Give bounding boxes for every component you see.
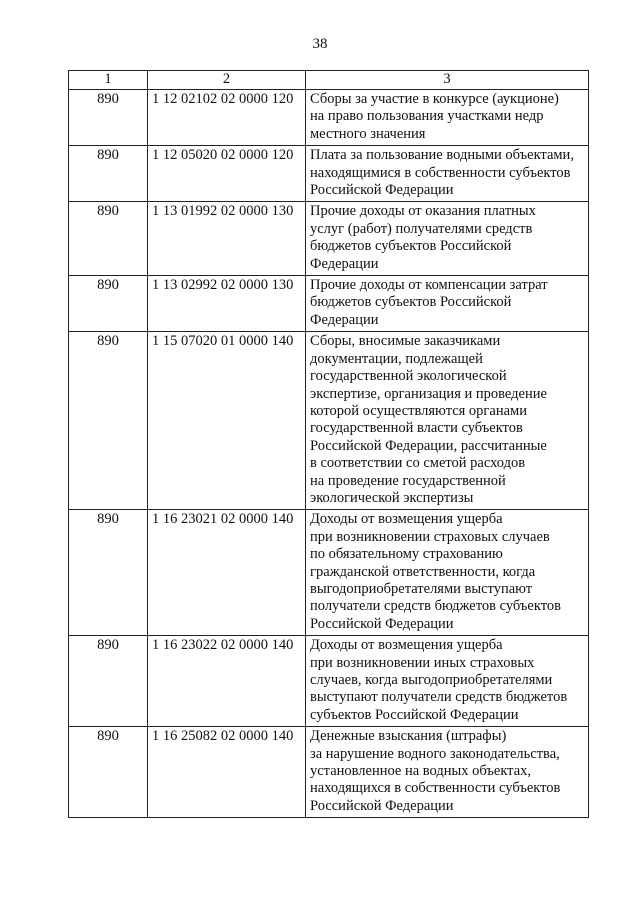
description-line: Доходы от возмещения ущерба <box>310 637 503 654</box>
description-line: Федерации <box>310 311 379 328</box>
budget-classification-code-cell: 1 12 02102 02 0000 120 <box>148 90 306 146</box>
revenue-description-cell <box>306 332 589 510</box>
description-line: в соответствии со сметой расходов <box>310 455 526 472</box>
description-line: Российской Федерации <box>310 615 454 632</box>
column-header-1: 1 <box>69 71 148 90</box>
description-line: которой осуществляются органами <box>310 402 527 419</box>
admin-code-cell: 890 <box>69 332 148 510</box>
budget-classification-code-cell: 1 15 07020 01 0000 140 <box>148 332 306 510</box>
description-line: находящихся в собственности субъектов <box>310 780 561 797</box>
description-line: гражданской ответственности, когда <box>310 563 536 580</box>
admin-code-cell: 890 <box>69 510 148 636</box>
table-row <box>69 146 589 202</box>
revenue-description-cell <box>306 727 589 818</box>
description-line: Российской Федерации <box>310 797 454 814</box>
column-header-2: 2 <box>148 71 306 90</box>
budget-classification-code-cell: 1 13 02992 02 0000 130 <box>148 276 306 332</box>
revenue-description-cell <box>306 90 589 146</box>
description-line: Сборы, вносимые заказчиками <box>310 333 501 350</box>
description-line: экологической экспертизы <box>310 489 474 506</box>
admin-code-cell: 890 <box>69 146 148 202</box>
table-row <box>69 727 589 818</box>
description-line: государственной власти субъектов <box>310 420 523 437</box>
description-line: бюджетов субъектов Российской <box>310 294 512 311</box>
budget-classification-code-cell: 1 16 25082 02 0000 140 <box>148 727 306 818</box>
description-line: документации, подлежащей <box>310 350 483 367</box>
description-line: Российской Федерации, рассчитанные <box>310 437 547 454</box>
table-row <box>69 90 589 146</box>
description-line: находящимися в собственности субъектов <box>310 164 571 181</box>
description-line: услуг (работ) получателями средств <box>310 220 533 237</box>
description-line: при возникновении иных страховых <box>310 654 535 671</box>
revenue-description-cell <box>306 276 589 332</box>
description-line: экспертизе, организация и проведение <box>310 385 547 402</box>
header-row <box>69 71 589 90</box>
page-number: 38 <box>312 36 328 52</box>
table-row <box>69 202 589 276</box>
table-body <box>69 90 589 818</box>
description-line: Плата за пользование водными объектами, <box>310 147 574 164</box>
description-line: на проведение государственной <box>310 472 506 489</box>
admin-code-cell: 890 <box>69 636 148 727</box>
description-line: на право пользования участками недр <box>310 108 544 125</box>
description-line: бюджетов субъектов Российской <box>310 238 512 255</box>
revenue-description-cell <box>306 146 589 202</box>
description-line: Федерации <box>310 255 379 272</box>
description-line: Прочие доходы от оказания платных <box>310 203 536 220</box>
budget-classification-code-cell: 1 16 23021 02 0000 140 <box>148 510 306 636</box>
description-line: субъектов Российской Федерации <box>310 706 519 723</box>
description-line: Российской Федерации <box>310 182 454 199</box>
budget-classification-code-cell: 1 13 01992 02 0000 130 <box>148 202 306 276</box>
admin-code-cell: 890 <box>69 276 148 332</box>
table-row <box>69 510 589 636</box>
admin-code-cell: 890 <box>69 90 148 146</box>
table-row <box>69 276 589 332</box>
description-line: установленное на водных объектах, <box>310 763 532 780</box>
admin-code-cell: 890 <box>69 727 148 818</box>
budget-classification-code-cell: 1 12 05020 02 0000 120 <box>148 146 306 202</box>
revenue-codes-table <box>68 70 589 818</box>
description-line: при возникновении страховых случаев <box>310 528 550 545</box>
description-line: государственной экологической <box>310 368 507 385</box>
table-row <box>69 636 589 727</box>
revenue-description-cell <box>306 636 589 727</box>
revenue-description-cell <box>306 510 589 636</box>
budget-classification-code-cell: 1 16 23022 02 0000 140 <box>148 636 306 727</box>
table-row <box>69 332 589 510</box>
description-line: выгодоприобретателями выступают <box>310 580 533 597</box>
admin-code-cell: 890 <box>69 202 148 276</box>
description-line: случаев, когда выгодоприобретателями <box>310 672 553 688</box>
description-line: Сборы за участие в конкурсе (аукционе) <box>310 91 559 107</box>
revenue-description-cell <box>306 202 589 276</box>
description-line: Доходы от возмещения ущерба <box>310 511 503 528</box>
description-line: по обязательному страхованию <box>310 546 503 563</box>
description-line: получатели средств бюджетов субъектов <box>310 598 561 615</box>
description-line: местного значения <box>310 125 426 142</box>
description-line: выступают получатели средств бюджетов <box>310 689 568 706</box>
description-line: Прочие доходы от компенсации затрат <box>310 277 548 294</box>
description-line: Денежные взыскания (штрафы) <box>310 728 507 745</box>
description-line: за нарушение водного законодательства, <box>310 745 560 762</box>
column-header-3: 3 <box>306 71 589 90</box>
